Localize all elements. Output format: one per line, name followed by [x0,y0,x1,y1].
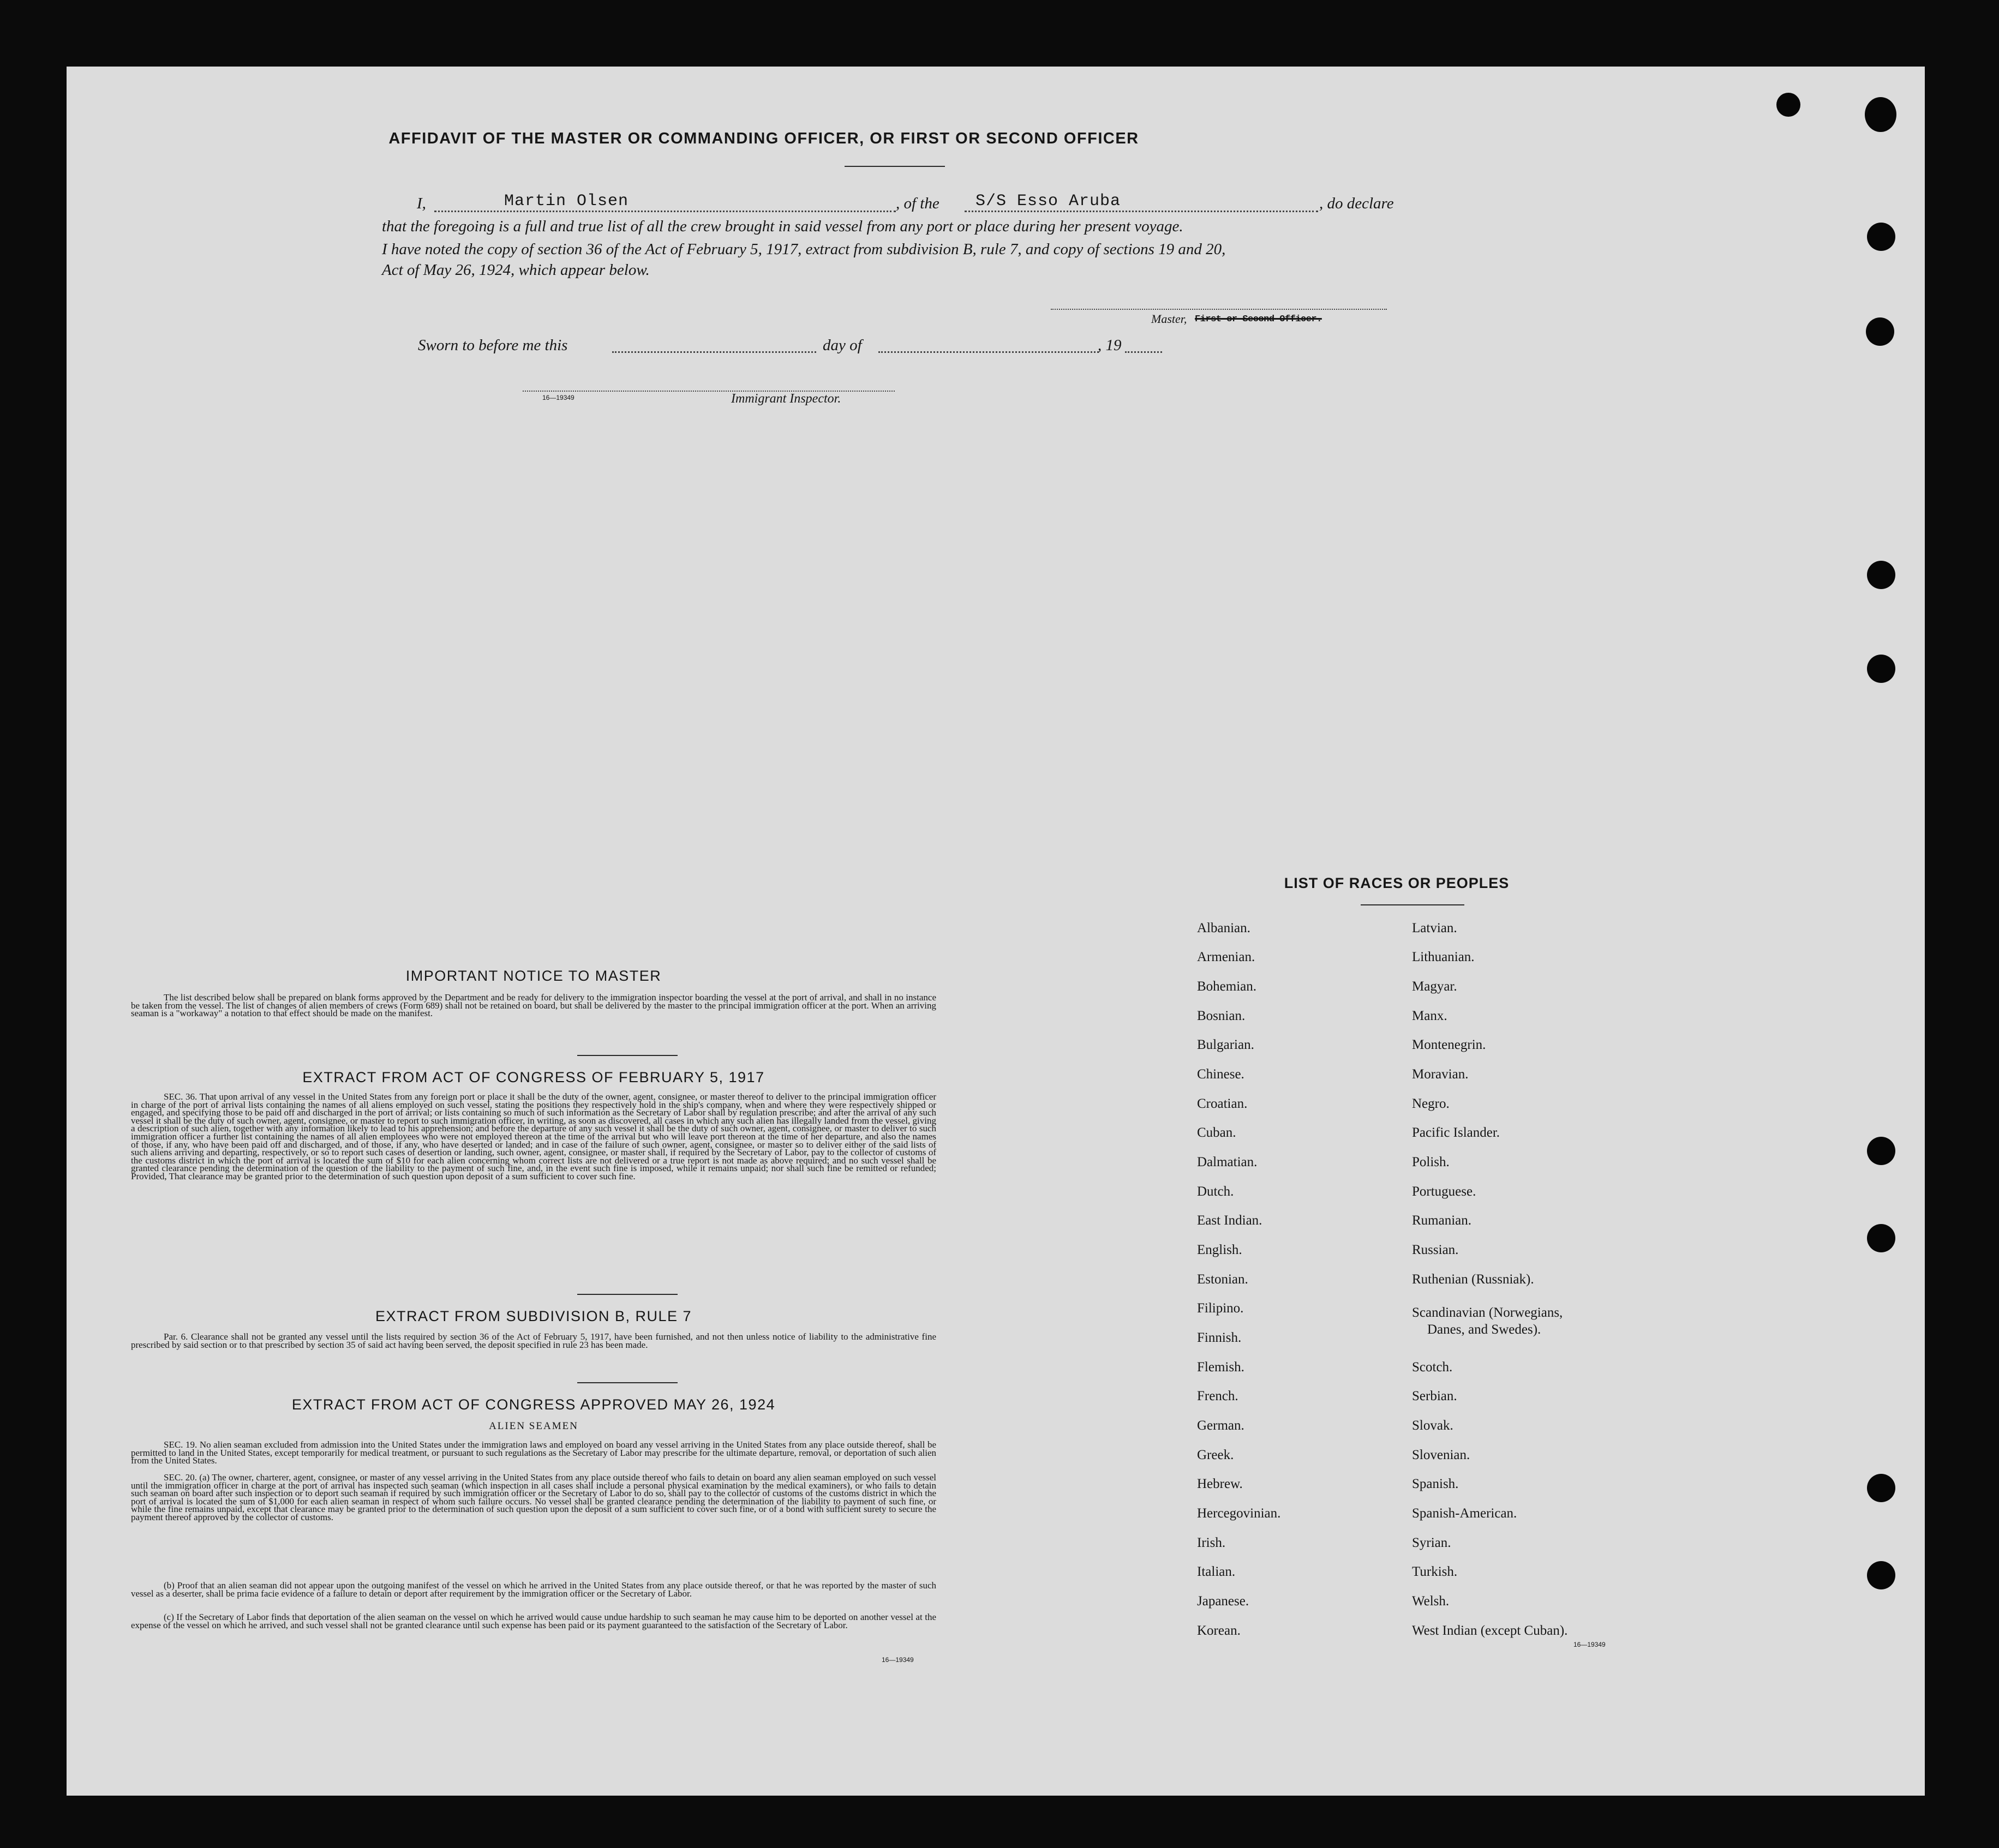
do-declare-label: , do declare [1319,195,1394,212]
race-item: East Indian. [1197,1213,1262,1228]
race-item: English. [1197,1243,1242,1257]
section-divider [577,1055,678,1056]
race-item: Syrian. [1412,1535,1451,1550]
notice-text: The list described below shall be prepared on blank forms approved by the Department and be ready for delivery to the immigration inspector boarding the vessel at the port of arrival, and shall in no instance be taken from the vessel. The list of changes of alien members of crews (Form 689) shall not be retained on board, but shall be delivered by the master to the principal immigration officer at the port. When an arriving seaman is a "workaway" a notation to that effect should be made on the manifest. [131,992,936,1019]
races-title-underline [1361,904,1464,905]
signature-line[interactable] [1051,309,1387,310]
alien-seamen-subtitle: ALIEN SEAMEN [489,1420,578,1432]
punch-hole [1867,655,1895,683]
vessel-name-field[interactable]: S/S Esso Aruba [975,192,1121,211]
punch-hole [1867,1137,1895,1165]
sec-19-text: SEC. 19. No alien seaman excluded from admission into the United States under the immigration laws and employed on board any vessel arriving in the United States from any place outside thereof, shall be permitted to land in the United States, except temporarily for medical treatment, or pursuant to such regulations as the Secretary of Labor may prescribe for the ultimate departure, removal, or deportation of such alien from the United States. [131,1439,936,1466]
race-item: Magyar. [1412,979,1457,994]
name-dotted-line [434,211,896,212]
race-item: Dalmatian. [1197,1155,1258,1169]
race-item: Danes, and Swedes). [1427,1322,1541,1337]
punch-hole [1867,1224,1895,1252]
race-item: French. [1197,1389,1238,1403]
form-number-bottom-left: 16—19349 [882,1656,914,1664]
extract-1917-title: EXTRACT FROM ACT OF CONGRESS OF FEBRUARY 5, 1917 [302,1069,765,1085]
of-the-label: , of the [896,195,939,212]
affidavit-line-4: Act of May 26, 1924, which appear below. [382,261,650,279]
races-title: LIST OF RACES OR PEOPLES [1284,875,1510,891]
race-item: Finnish. [1197,1330,1242,1345]
extract-rule7-text: Par. 6. Clearance shall not be granted any vessel until the lists required by section 36 of the Act of February 5, 1917, have been furnished, and not then unless notice of liability to the administrative fine prescribed by said section or to that prescribed by section 35 of said act having been served, the deposit specified in rule 23 has been made. [131,1331,936,1350]
section-divider [577,1294,678,1295]
extract-1924-title: EXTRACT FROM ACT OF CONGRESS APPROVED MAY 26, 1924 [291,1396,776,1413]
race-item: Bulgarian. [1197,1037,1254,1052]
race-item: Montenegrin. [1412,1037,1486,1052]
title-underline [845,166,945,167]
race-item: Albanian. [1197,921,1250,935]
race-item: Filipino. [1197,1301,1244,1316]
day-of-label: day of [823,337,862,354]
race-item: Welsh. [1412,1594,1450,1609]
race-item: Croatian. [1197,1096,1248,1111]
race-item: Irish. [1197,1535,1226,1550]
affidavit-lead: I, [417,195,426,212]
punch-hole [1866,317,1894,346]
race-item: Flemish. [1197,1360,1244,1375]
race-item: Bohemian. [1197,979,1257,994]
race-item: Portuguese. [1412,1184,1476,1199]
race-item: Italian. [1197,1564,1236,1579]
race-item: Bosnian. [1197,1009,1246,1023]
race-item: Manx. [1412,1009,1447,1023]
race-item: Polish. [1412,1155,1450,1169]
notice-title: IMPORTANT NOTICE TO MASTER [405,968,662,984]
inspector-caption: Immigrant Inspector. [731,392,841,406]
race-item: West Indian (except Cuban). [1412,1623,1568,1638]
race-item: Slovenian. [1412,1448,1470,1462]
race-item: Scotch. [1412,1360,1453,1375]
race-item: Hebrew. [1197,1477,1243,1491]
extract-1917-text: SEC. 36. That upon arrival of any vessel in the United States from any foreign port or place it shall be the duty of the owner, agent, consignee, or master thereof to deliver to the principal immigration officer in charge of the port of arrival lists containing the names of all aliens employed on such vessel, stating the positions they respectively hold in the ship's company, when and where they were respectively shipped or engaged, and specifying those to be paid off and discharged in the port of arrival; or lists containing so much of such information as the Secretary of Labor shall by regulation prescribe; and after the arrival of any such vessel it shall be the duty of such owner, agent, consignee, or master to report to such immigration officer, in writing, as soon as discovered, all cases in which any such alien has illegally landed from the vessel, giving a description of such alien, together with any information likely to lead to his apprehension; and before the departure of any such vessel it shall be the duty of such owner, agent, consignee, or master to deliver to such immigration officer a further list containing the names of all alien employees who were not employed thereon at the time of the arrival but who will leave port thereon at the time of her departure, and also the names of those, if any, who have been paid off and discharged, and of those, if any, who have deserted or landed; and in case of the failure of such owner, agent, consignee, or master so to deliver either of the said lists of such aliens arriving and departing, respectively, or so to report such cases of desertion or landing, such owner, agent, consignee, or master shall, if required by the Secretary of Labor, pay to the collector of customs of the customs district in which the port of arrival is located the sum of $10 for each alien concerning whom correct lists are not delivered or a true report is not made as above required; and no such vessel shall be granted clearance pending the determination of the question of the liability to the payment of such fine, and, in the event such fine is imposed, while it remains unpaid; nor shall such fine be remitted or refunded; Provided, That clearance may be granted prior to the determination of such question upon deposit of a sum sufficient to cover such fine. [131,1091,936,1181]
affidavit-title: AFFIDAVIT OF THE MASTER OR COMMANDING OFFICER, OR FIRST OR SECOND OFFICER [388,130,1139,147]
form-number-top: 16—19349 [542,394,574,401]
race-item: Serbian. [1412,1389,1457,1403]
race-item: Ruthenian (Russniak). [1412,1272,1534,1287]
sworn-day-line[interactable] [612,351,816,353]
punch-hole [1865,97,1896,132]
punch-hole [1867,1561,1895,1589]
race-item: Moravian. [1412,1067,1469,1082]
race-item: Lithuanian. [1412,950,1475,964]
sec-20b-text: (b) Proof that an alien seaman did not appear upon the outgoing manifest of the vessel on which he arrived in the United States from any place outside thereof, or that he was reported by the master of such vessel as a deserter, shall be prima facie evidence of a failure to detain or deport after requirement by the immigration officer or the Secretary of Labor. [131,1580,936,1599]
affidavit-line-2: that the foregoing is a full and true list of all the crew brought in said vessel from any port or place during her present voyage. [382,218,1183,235]
race-item: Chinese. [1197,1067,1244,1082]
race-item: Japanese. [1197,1594,1249,1609]
race-item: Cuban. [1197,1125,1236,1140]
race-item: Latvian. [1412,921,1457,935]
race-item: Dutch. [1197,1184,1234,1199]
race-item: Korean. [1197,1623,1241,1638]
document-sheet [67,67,1925,1796]
race-item: Estonian. [1197,1272,1248,1287]
race-item: Greek. [1197,1448,1234,1462]
extract-rule7-title: EXTRACT FROM SUBDIVISION B, RULE 7 [375,1308,692,1324]
sec-20c-text: (c) If the Secretary of Labor finds that deportation of the alien seaman on the vessel on which he arrived would cause undue hardship to such seaman he may cause him to be deported on another vessel at the expense of the vessel on which he arrived, and such vessel shall not be granted clearance until such expense has been paid or its payment guaranteed to the satisfaction of the Secretary of Labor. [131,1612,936,1630]
race-item: Negro. [1412,1096,1450,1111]
form-number-bottom-right: 16—19349 [1573,1641,1606,1648]
affidavit-line-3: I have noted the copy of section 36 of the Act of February 5, 1917, extract from subdivision B, rule 7, and copy of sections 19 and 20, [382,241,1226,258]
sworn-month-line[interactable] [878,351,1099,353]
signature-caption: Master, [1151,312,1187,326]
punch-hole [1776,93,1800,117]
struck-officer-text: First or Second Officer. [1195,314,1322,325]
sec-20a-text: SEC. 20. (a) The owner, charterer, agent, consignee, or master of any vessel arriving in the United States from any place outside thereof who fails to detain on board any alien seaman employed on such vessel until the immigration officer in charge at the port of arrival has inspected such seaman (which inspection in all cases shall include a personal physical examination by the medical examiners), or who fails to detain such seaman on board after such inspection or to deport such seaman if required by such immigration officer or the Secretary of Labor to do so, shall pay to the collector of customs of the customs district in which the port of arrival is located the sum of $1,000 for each alien seaman in respect of whom such failure occurs. No vessel shall be granted clearance pending the determination of the liability to payment of such fine, or while the fine remains unpaid, except that clearance may be granted prior to the determination of such question upon the deposit of a sum sufficient to cover such fine, or of a bond with sufficient surety to secure the payment thereof approved by the collector of customs. [131,1472,936,1522]
race-item: Spanish-American. [1412,1506,1517,1521]
race-item: Russian. [1412,1243,1459,1257]
race-item: Slovak. [1412,1418,1453,1433]
race-item: Hercegovinian. [1197,1506,1281,1521]
year-label: , 19 [1098,337,1122,354]
race-item: Turkish. [1412,1564,1458,1579]
punch-hole [1867,561,1895,589]
race-item: Pacific Islander. [1412,1125,1500,1140]
race-item: German. [1197,1418,1244,1433]
race-item: Armenian. [1197,950,1255,964]
race-item: Spanish. [1412,1477,1459,1491]
sworn-label: Sworn to before me this [418,337,568,354]
section-divider [577,1382,678,1383]
punch-hole [1867,1474,1895,1502]
race-item: Rumanian. [1412,1213,1472,1228]
sworn-year-line[interactable] [1125,351,1162,353]
vessel-dotted-line [965,211,1318,212]
race-item: Scandinavian (Norwegians, [1412,1305,1563,1320]
master-name-field[interactable]: Martin Olsen [504,192,629,211]
punch-hole [1867,223,1895,251]
